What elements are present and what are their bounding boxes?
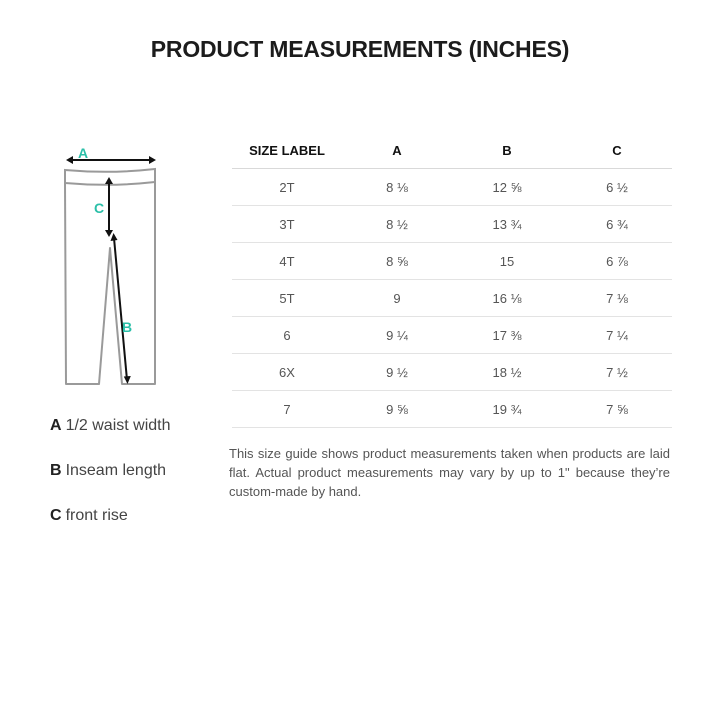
cell-c: 6 ⅞ [562,243,672,280]
measure-b-label: B [122,319,133,335]
cell-a: 9 ¼ [342,317,452,354]
legend-text: front rise [65,507,128,524]
table-header-row [232,133,672,169]
cell-b: 12 ⅝ [452,169,562,206]
legend-item-a [50,414,171,459]
legend-text: 1/2 waist width [65,417,171,434]
measure-c-arrow [105,177,113,237]
cell-b: 18 ½ [452,354,562,391]
table-row [232,317,672,354]
header-c: C [562,133,672,169]
cell-c: 7 ⅝ [562,391,672,428]
legend-text: Inseam length [65,462,167,479]
measurement-legend [50,414,171,549]
cell-c: 7 ½ [562,354,672,391]
cell-a: 9 [342,280,452,317]
cell-b: 19 ¾ [452,391,562,428]
table-row [232,206,672,243]
legend-key: C [50,507,62,524]
page-title: PRODUCT MEASUREMENTS (INCHES) [150,36,570,62]
header-size-label: SIZE LABEL [232,133,342,169]
table-row [232,280,672,317]
cell-size: 6 [232,317,342,354]
header-b: B [452,133,562,169]
size-table [232,133,672,428]
table-row [232,169,672,206]
cell-size: 2T [232,169,342,206]
cell-c: 7 ¼ [562,317,672,354]
cell-size: 5T [232,280,342,317]
table-row [232,243,672,280]
cell-size: 3T [232,206,342,243]
legend-key: B [50,462,62,479]
legend-item-c [50,504,171,549]
cell-a: 9 ⅝ [342,391,452,428]
measure-a-label: A [78,145,89,161]
cell-b: 15 [452,243,562,280]
cell-c: 6 ¾ [562,206,672,243]
legend-item-b [50,459,171,504]
cell-size: 7 [232,391,342,428]
table-row [232,354,672,391]
cell-b: 13 ¾ [452,206,562,243]
cell-a: 8 ½ [342,206,452,243]
cell-size: 4T [232,243,342,280]
table-row [232,391,672,428]
leggings-diagram [56,138,176,398]
header-a: A [342,133,452,169]
cell-a: 8 ⅝ [342,243,452,280]
cell-a: 9 ½ [342,354,452,391]
cell-b: 16 ⅛ [452,280,562,317]
legend-key: A [50,417,62,434]
cell-c: 6 ½ [562,169,672,206]
cell-size: 6X [232,354,342,391]
cell-c: 7 ⅛ [562,280,672,317]
measure-c-label: C [94,200,105,216]
cell-a: 8 ⅛ [342,169,452,206]
size-guide-note: This size guide shows product measurements taken when products are laid flat. Actual product measurements may vary by up to 1" because they’re custom-made by hand. [229,446,670,499]
cell-b: 17 ⅜ [452,317,562,354]
